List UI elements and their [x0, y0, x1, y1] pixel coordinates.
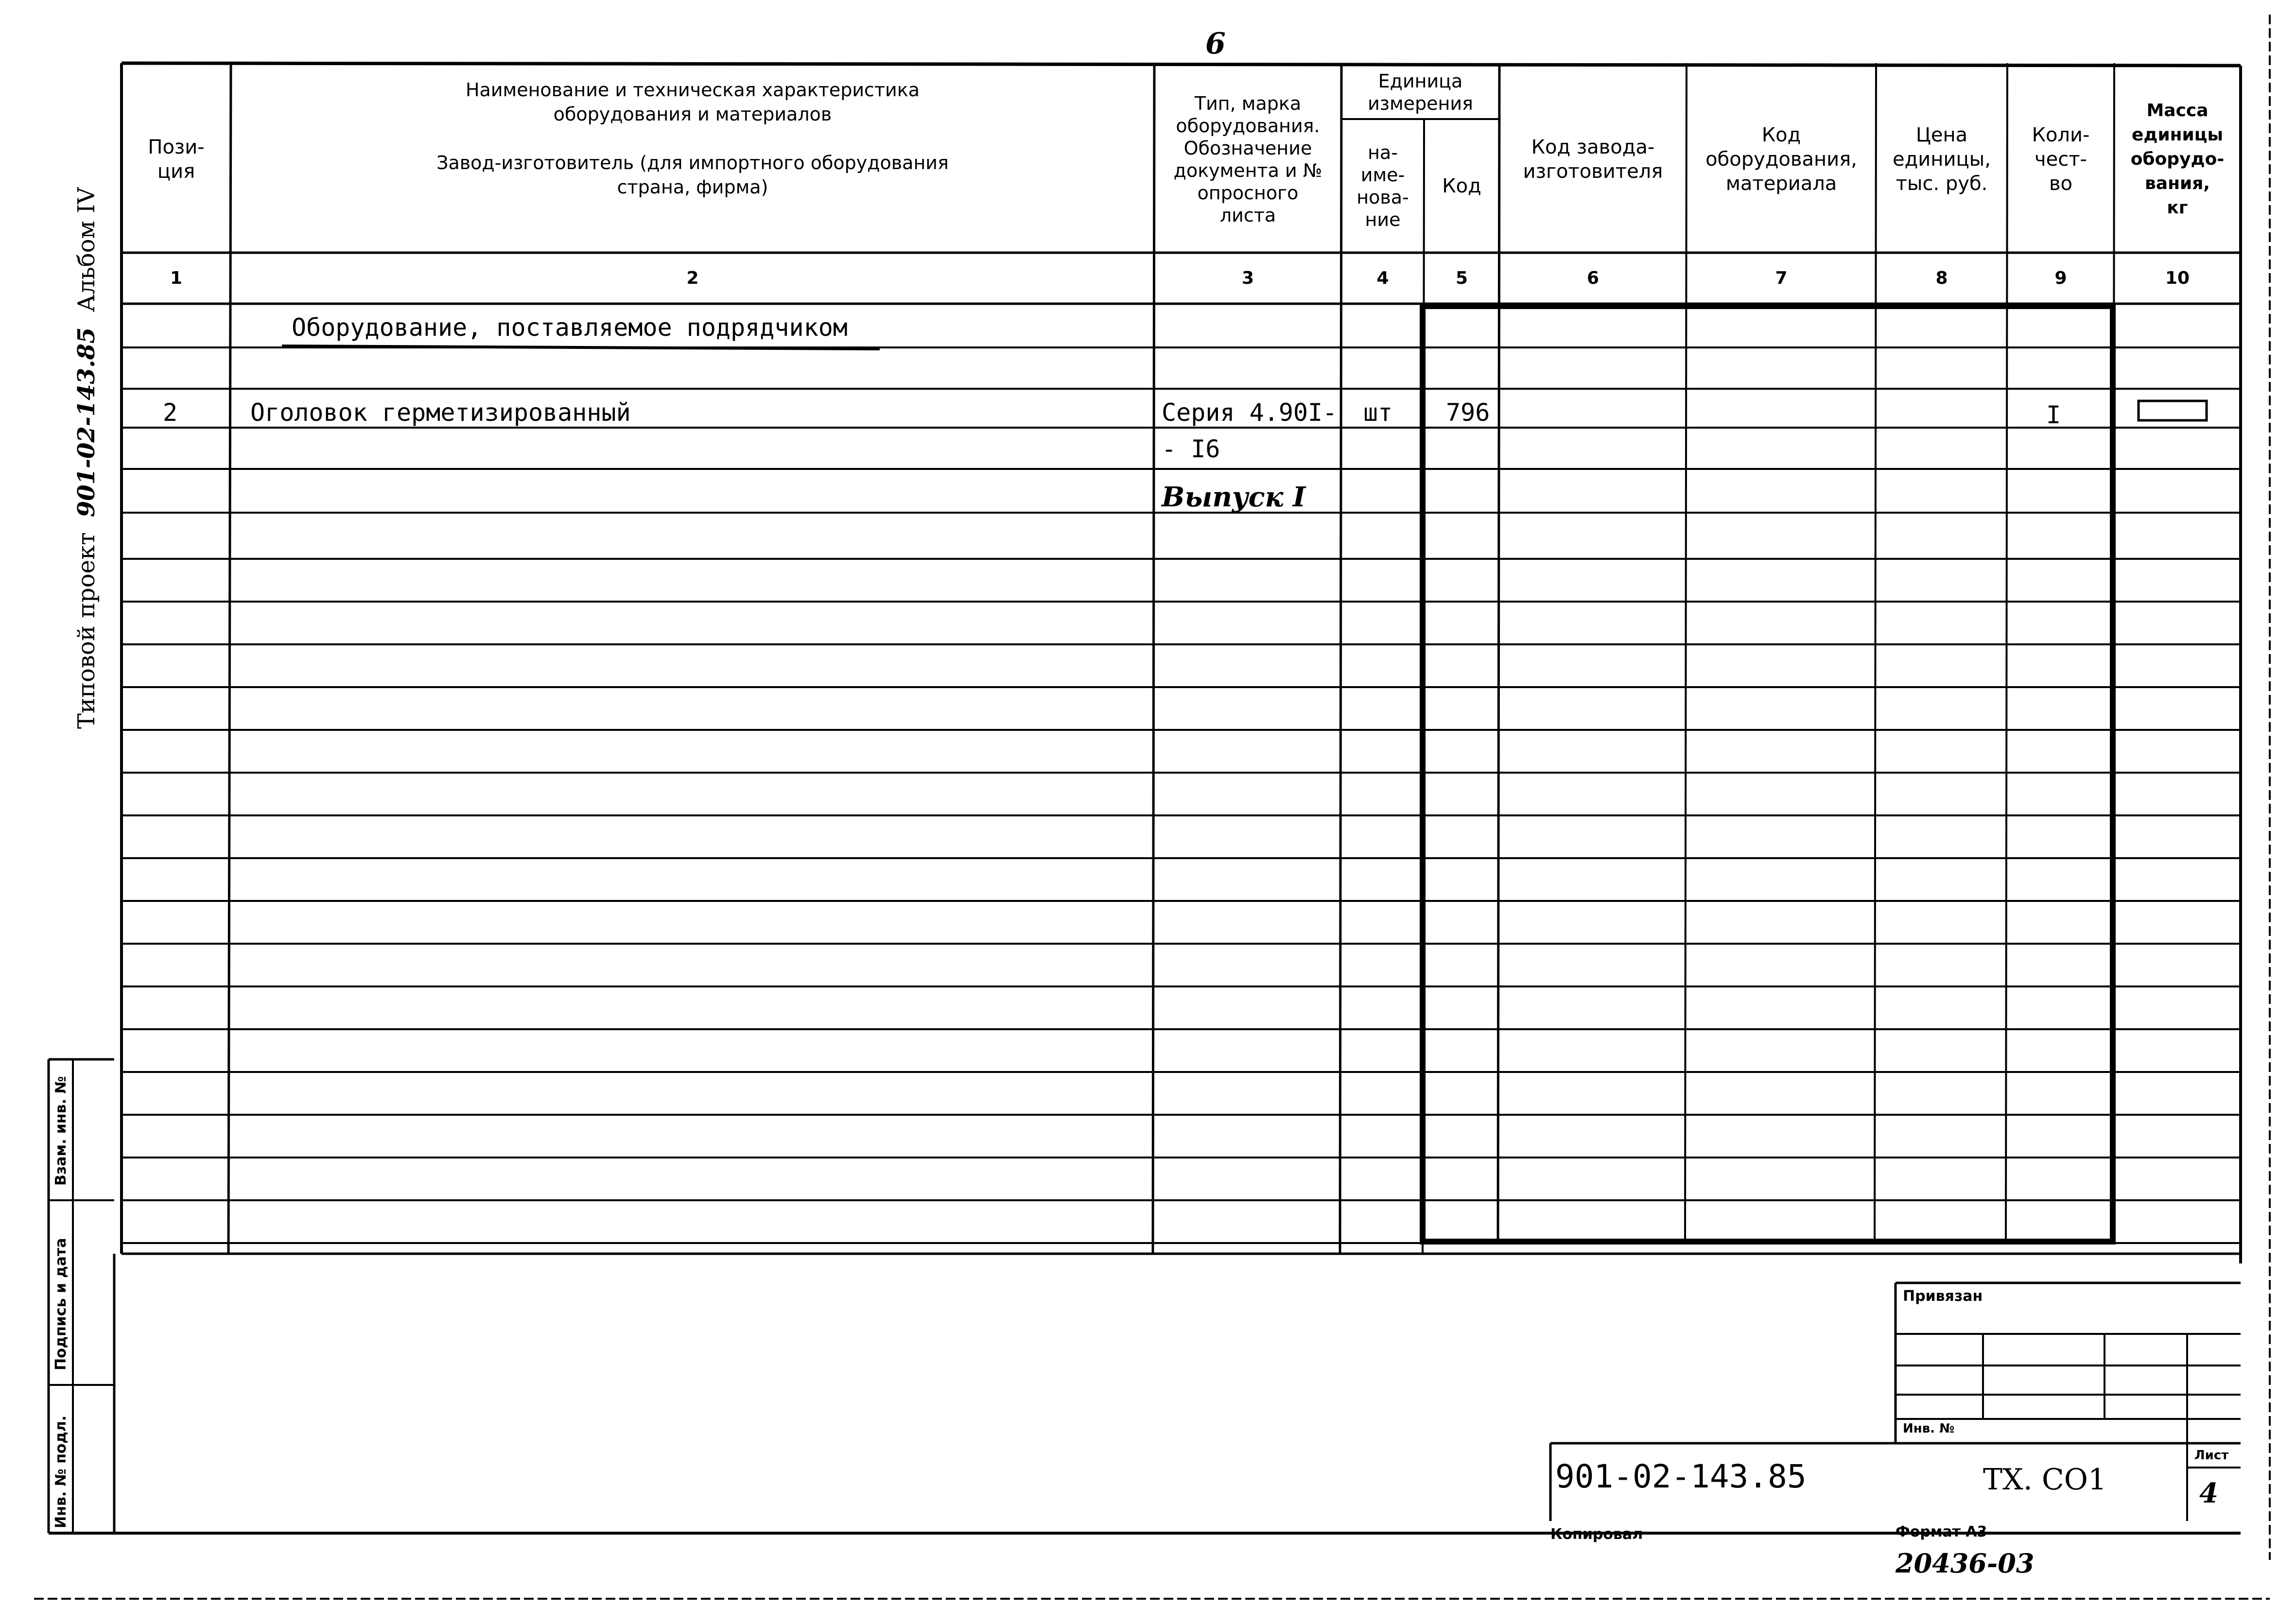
col-number-9: 9	[2054, 268, 2067, 288]
item-unit-code: 796	[1446, 398, 1490, 427]
col-number-5: 5	[1455, 268, 1468, 288]
item-position: 2	[163, 398, 178, 427]
col-number-2: 2	[686, 268, 699, 288]
col-number-4: 4	[1376, 268, 1389, 288]
section-title: Оборудование, поставляемое подрядчиком	[292, 313, 848, 342]
header-name: Наименование и техническая характеристика оборудования и материалов Завод-изготовитель (для импортного оборудования страна, фирма)	[436, 79, 949, 198]
title-order-number: 20436-03	[1896, 1548, 2035, 1579]
title-mark: ТХ. СО1	[1983, 1463, 2107, 1497]
side-title-album: Альбом IV	[73, 187, 100, 312]
item-unit: шт	[1363, 398, 1393, 427]
item-type-line1: Серия 4.90I-	[1162, 398, 1338, 427]
stamp-original-inv: Инв. № подл.	[52, 1415, 70, 1528]
title-inv-label: Инв. №	[1903, 1421, 1955, 1436]
header-unit-name: на- име- нова- ние	[1357, 141, 1409, 230]
col-number-10: 10	[2165, 268, 2190, 288]
header-factory-code: Код завода- изготовителя	[1523, 136, 1663, 183]
side-title	[73, 187, 100, 729]
item-type-line3: Выпуск I	[1162, 481, 1306, 513]
side-title-project: 901-02-143.85	[73, 327, 100, 518]
col-number-7: 7	[1775, 268, 1788, 288]
title-doc-code: 901-02-143.85	[1555, 1458, 1807, 1495]
page-number: 6	[1205, 27, 1226, 61]
stamp-replaced-inv: Взам. инв. №	[52, 1076, 70, 1186]
header-unit-group: Единица измерения	[1368, 70, 1473, 114]
item-quantity: I	[2046, 401, 2061, 429]
col-number-6: 6	[1586, 268, 1600, 288]
title-format-label: Формат А3	[1896, 1523, 1987, 1540]
title-copied-label: Копировал	[1550, 1526, 1643, 1543]
header-unit-code: Код	[1442, 174, 1481, 197]
item-name: Оголовок герметизированный	[250, 398, 631, 427]
item-type-line2: - I6	[1162, 435, 1220, 463]
col-number-8: 8	[1935, 268, 1948, 288]
header-unit-price: Цена единицы, тыс. руб.	[1893, 123, 1991, 195]
header-type: Тип, марка оборудования. Обозначение документа и № опросного листа	[1173, 92, 1322, 226]
col-number-3: 3	[1241, 268, 1254, 288]
header-mass: Масса единицы оборудо- вания, кг	[2130, 100, 2225, 218]
title-sheet-label: Лист	[2194, 1448, 2229, 1463]
header-quantity: Коли- чест- во	[2032, 123, 2090, 195]
stamp-signature-date: Подпись и дата	[52, 1238, 70, 1370]
header-position: Пози- ция	[148, 136, 205, 183]
title-bound-label: Привязан	[1903, 1288, 1983, 1305]
col-number-1: 1	[170, 268, 183, 288]
side-title-prefix: Типовой проект	[73, 532, 100, 729]
title-sheet-number: 4	[2199, 1477, 2218, 1509]
header-equipment-code: Код оборудования, материала	[1705, 123, 1857, 195]
